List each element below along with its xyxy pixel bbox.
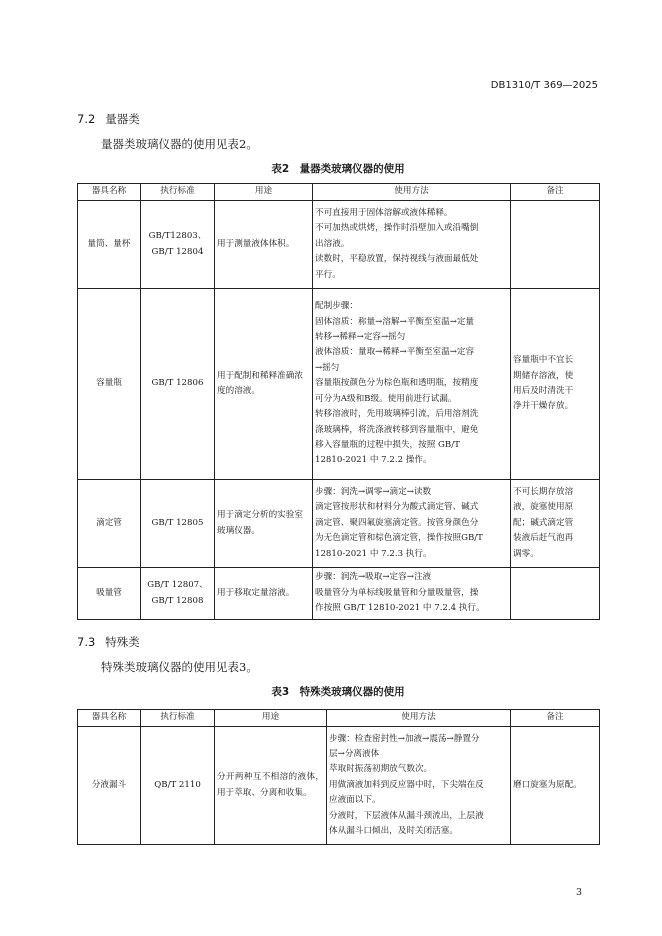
cell-use: 分开两种互不相溶的液体，用于萃取、分离和收集。 bbox=[215, 727, 327, 845]
cell-use: 用于滴定分析的实验室玻璃仪器。 bbox=[215, 480, 313, 568]
note-line: 装液后赶气泡再 bbox=[513, 533, 574, 544]
cell-method bbox=[327, 727, 511, 845]
table-row bbox=[78, 480, 600, 568]
header-use: 用途 bbox=[215, 184, 313, 201]
section-number: 7.3 bbox=[77, 635, 96, 649]
method-line: 作按照 GB/T 12810-2021 中 7.2.4 执行。 bbox=[315, 603, 485, 614]
cell-standard bbox=[141, 568, 215, 620]
method-line: 不可加热或烘烤，操作时沿壁加入或沿嘴倒 bbox=[315, 223, 479, 234]
cell-method bbox=[313, 201, 511, 289]
table-row bbox=[78, 201, 600, 289]
method-line: 固体溶质：称量→溶解→平衡至室温→定量 bbox=[315, 316, 475, 327]
cell-standard bbox=[141, 201, 215, 289]
standard-line: GB/T12803、 bbox=[148, 231, 207, 242]
cell-note bbox=[511, 727, 600, 845]
method-line: 出溶液。 bbox=[315, 238, 350, 249]
method-line: 转移溶液时，先用玻璃棒引流，后用溶剂洗 bbox=[315, 409, 479, 420]
method-line: 分液时，下层液体从漏斗颈流出，上层液 bbox=[329, 810, 484, 821]
header-note: 备注 bbox=[511, 710, 600, 727]
cell-use: 用于配制和稀释准确浓度的溶液。 bbox=[215, 289, 313, 480]
method-line: 不可直接用于固体溶解或液体稀释。 bbox=[315, 207, 453, 218]
cell-name: 量筒、量杯 bbox=[78, 201, 141, 289]
header-standard: 执行标准 bbox=[141, 184, 215, 201]
note-line: 期储存溶液，使 bbox=[513, 370, 574, 381]
method-line: 滴定管按形状和材料分为酸式滴定管、碱式 bbox=[315, 502, 479, 513]
table-row bbox=[78, 568, 600, 620]
section-title: 量器类 bbox=[105, 112, 140, 126]
method-line: 为无色滴定管和棕色滴定管，操作按照GB/T bbox=[315, 533, 483, 544]
method-line: 配制步骤： bbox=[315, 301, 358, 312]
standard-line: QB/T 2110 bbox=[154, 779, 201, 790]
method-line: 涤玻璃棒，将洗涤液转移到容量瓶中，避免 bbox=[315, 424, 479, 435]
note-line: 用后及时清洗干 bbox=[513, 386, 574, 396]
note-line: 容量瓶中不宜长 bbox=[513, 355, 574, 366]
method-line: 平行。 bbox=[315, 269, 341, 280]
cell-standard bbox=[141, 727, 215, 845]
header-method: 使用方法 bbox=[313, 184, 511, 201]
header-name: 器具名称 bbox=[78, 184, 141, 201]
cell-note bbox=[511, 480, 600, 568]
table-3 bbox=[77, 709, 600, 845]
cell-method bbox=[313, 480, 511, 568]
table-row bbox=[78, 727, 600, 845]
standard-line: GB/T 12805 bbox=[151, 517, 204, 528]
method-line: 步骤：检查密封性→加液→震荡→静置分 bbox=[329, 733, 480, 744]
section-intro-7-2: 量器类玻璃仪器的使用见表2。 bbox=[101, 137, 258, 151]
method-line: 容量瓶按颜色分为棕色瓶和透明瓶，按精度 bbox=[315, 378, 479, 389]
table-3-header-row bbox=[78, 710, 600, 727]
cell-note bbox=[511, 568, 600, 620]
cell-standard bbox=[141, 289, 215, 480]
method-line: →摇匀 bbox=[315, 362, 340, 373]
method-line: 读数时，平稳放置，保持视线与液面最低处 bbox=[315, 254, 479, 265]
cell-standard bbox=[141, 480, 215, 568]
method-line: 转移→稀释→定容→摇匀 bbox=[315, 332, 406, 343]
method-line: 萃取时振荡初期放气数次。 bbox=[329, 764, 433, 775]
cell-use: 用于测量液体体积。 bbox=[215, 201, 313, 289]
standard-line: GB/T 12808 bbox=[151, 595, 204, 606]
note-line: 净并干燥存放。 bbox=[513, 401, 574, 412]
table-3-caption: 表3 特殊类玻璃仪器的使用 bbox=[271, 686, 405, 698]
note-line: 不可长期存放溶 bbox=[513, 486, 574, 497]
method-line: 液体溶质：量取→稀释→平衡至室温→定容 bbox=[315, 347, 475, 358]
note-line: 配；碱式滴定管 bbox=[513, 517, 574, 528]
header-note: 备注 bbox=[511, 184, 600, 201]
method-line: 吸量管分为单标线吸量管和分量吸量管，操 bbox=[315, 587, 479, 598]
section-number: 7.2 bbox=[77, 112, 96, 126]
method-line: 可分为A级和B级。使用前进行试漏。 bbox=[315, 393, 457, 404]
method-line: 步骤：润洗→吸取→定容→注液 bbox=[315, 572, 432, 583]
section-heading-7-2 bbox=[77, 111, 140, 127]
note-line: 液，旋塞使用原 bbox=[513, 502, 574, 513]
method-line: 12810-2021 中 7.2.3 执行。 bbox=[315, 548, 432, 559]
cell-name: 容量瓶 bbox=[78, 289, 141, 480]
header-method: 使用方法 bbox=[327, 710, 511, 727]
table-row bbox=[78, 289, 600, 480]
standard-line: GB/T 12806 bbox=[151, 378, 204, 389]
method-line: 层→分离液体 bbox=[329, 748, 380, 759]
document-id: DB1310/T 369—2025 bbox=[490, 80, 598, 91]
cell-method bbox=[313, 289, 511, 480]
note-line: 磨口旋塞为原配。 bbox=[513, 779, 582, 790]
cell-method bbox=[313, 568, 511, 620]
method-line: 体从漏斗口倾出，及时关闭活塞。 bbox=[329, 826, 458, 837]
method-line: 移入容量瓶的过程中损失，按照 GB/T bbox=[315, 439, 460, 450]
table-2-header-row bbox=[78, 184, 600, 201]
cell-name: 吸量管 bbox=[78, 568, 141, 620]
method-line: 步骤：润洗→调零→滴定→读数 bbox=[315, 486, 432, 497]
cell-note bbox=[511, 201, 600, 289]
cell-name: 分液漏斗 bbox=[78, 727, 141, 845]
table-2 bbox=[77, 183, 600, 620]
header-name: 器具名称 bbox=[78, 710, 141, 727]
method-line: 应液面以下。 bbox=[329, 795, 381, 806]
cell-use: 用于移取定量溶液。 bbox=[215, 568, 313, 620]
cell-name: 滴定管 bbox=[78, 480, 141, 568]
header-use: 用途 bbox=[215, 710, 327, 727]
section-heading-7-3 bbox=[77, 634, 140, 650]
note-line: 调零。 bbox=[513, 548, 539, 559]
standard-line: GB/T 12804 bbox=[151, 246, 204, 257]
standard-line: GB/T 12807、 bbox=[147, 580, 208, 591]
method-line: 用做滴液加料到反应器中时，下尖端在反 bbox=[329, 779, 484, 790]
page-number: 3 bbox=[575, 887, 582, 898]
method-line: 12810-2021 中 7.2.2 操作。 bbox=[315, 455, 432, 466]
method-line: 滴定管、聚四氟旋塞滴定管。按管身颜色分 bbox=[315, 517, 479, 528]
table-2-caption: 表2 量器类玻璃仪器的使用 bbox=[271, 163, 405, 175]
header-standard: 执行标准 bbox=[141, 710, 215, 727]
cell-note bbox=[511, 289, 600, 480]
section-title: 特殊类 bbox=[105, 635, 140, 649]
section-intro-7-3: 特殊类玻璃仪器的使用见表3。 bbox=[101, 660, 258, 674]
